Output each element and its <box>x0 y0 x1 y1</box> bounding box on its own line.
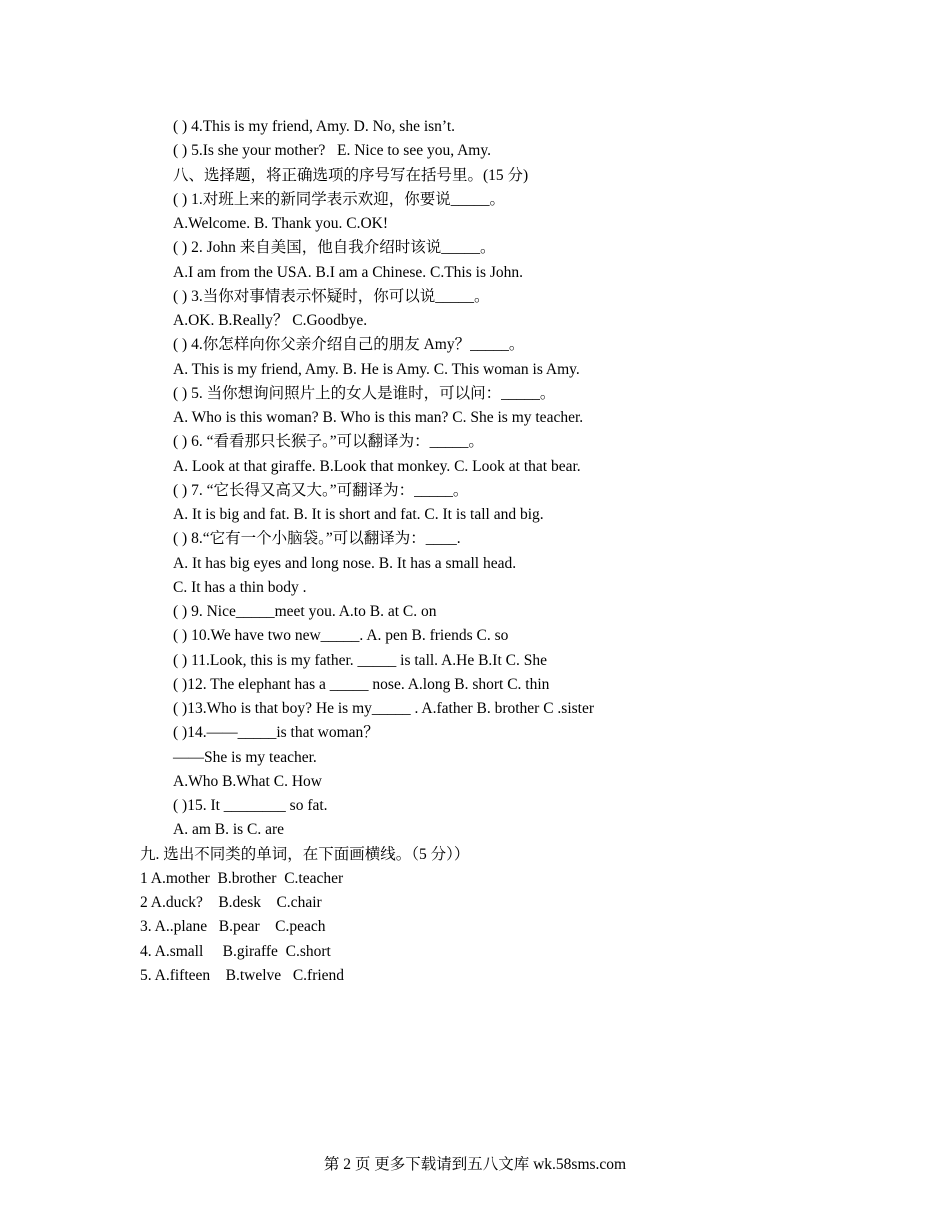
question-line: ( ) 9. Nice_____meet you. A.to B. at C. on <box>173 603 437 620</box>
text-line: ( ) 5.Is she your mother? E. Nice to see you, Amy. <box>173 142 491 160</box>
options-line: A.I am from the USA. B.I am a Chinese. C.This is John. <box>173 263 524 281</box>
question-line: ( ) 11.Look, this is my father. _____ is tall. A.He B.It C. She <box>173 651 547 669</box>
options-line: A. It has big eyes and long nose. B. It has a small head. <box>173 554 517 572</box>
question-line: ( )12. The elephant has a _____ nose. A.long B. short C. thin <box>173 675 550 693</box>
word-group-line: 5. A.fifteen B.twelve C.friend <box>140 966 345 984</box>
text-body <box>0 115 950 988</box>
question-line: ( )15. It ________ so fat. <box>173 797 328 814</box>
word-group-line: 4. A.small B.giraffe C.short <box>140 942 331 960</box>
options-line: A. am B. is C. are <box>173 821 285 839</box>
page-footer: 第 2 页 更多下载请到五八文库 wk.58sms.com <box>323 1156 627 1173</box>
text-line: ( ) 4.This is my friend, Amy. D. No, she isn’t. <box>173 118 455 135</box>
options-line: A. Look at that giraffe. B.Look that monkey. C. Look at that bear. <box>173 457 581 475</box>
question-line: ( ) 4.你怎样向你父亲介绍自己的朋友 Amy？_____。 <box>173 336 525 354</box>
section-heading: 八、选择题，将正确选项的序号写在括号里。(15 分) <box>173 166 529 184</box>
word-group-line: 2 A.duck? B.desk C.chair <box>140 894 322 911</box>
question-line: ( )14.——_____is that woman？ <box>173 724 379 742</box>
word-group-line: 1 A.mother B.brother C.teacher <box>140 869 344 887</box>
section-heading: 九. 选出不同类的单词，在下面画横线。（5 分）） <box>140 845 470 863</box>
question-line: ( ) 7. “它长得又高又大。”可翻译为：_____。 <box>173 481 469 499</box>
question-line: ( ) 10.We have two new_____. A. pen B. friends C. so <box>173 627 509 645</box>
question-line: ( ) 5. 当你想询问照片上的女人是谁时，可以问：_____。 <box>173 384 556 402</box>
question-line: ( ) 3.当你对事情表示怀疑时，你可以说_____。 <box>173 287 490 305</box>
word-group-line: 3. A..plane B.pear C.peach <box>140 918 326 936</box>
options-line: A. Who is this woman? B. Who is this man? C. She is my teacher. <box>173 409 584 426</box>
options-line: A.OK. B.Really？ C.Goodbye. <box>173 312 368 329</box>
options-line: C. It has a thin body . <box>173 578 307 596</box>
options-line: A.Who B.What C. How <box>173 772 322 790</box>
options-line: A.Welcome. B. Thank you. C.OK! <box>173 215 389 232</box>
options-line: A. It is big and fat. B. It is short and fat. C. It is tall and big. <box>173 506 544 523</box>
options-line: A. This is my friend, Amy. B. He is Amy. C. This woman is Amy. <box>173 360 580 378</box>
question-line: ( ) 2. John 来自美国，他自我介绍时该说_____。 <box>173 239 496 257</box>
question-line: ( ) 6. “看看那只长猴子。”可以翻译为：_____。 <box>173 433 484 451</box>
text-line: ——She is my teacher. <box>173 748 317 766</box>
question-line: ( ) 8.“它有一个小脑袋。”可以翻译为：____. <box>173 530 461 548</box>
question-line: ( ) 1.对班上来的新同学表示欢迎，你要说_____。 <box>173 190 505 208</box>
question-line: ( )13.Who is that boy? He is my_____ . A.father B. brother C .sister <box>173 700 595 717</box>
